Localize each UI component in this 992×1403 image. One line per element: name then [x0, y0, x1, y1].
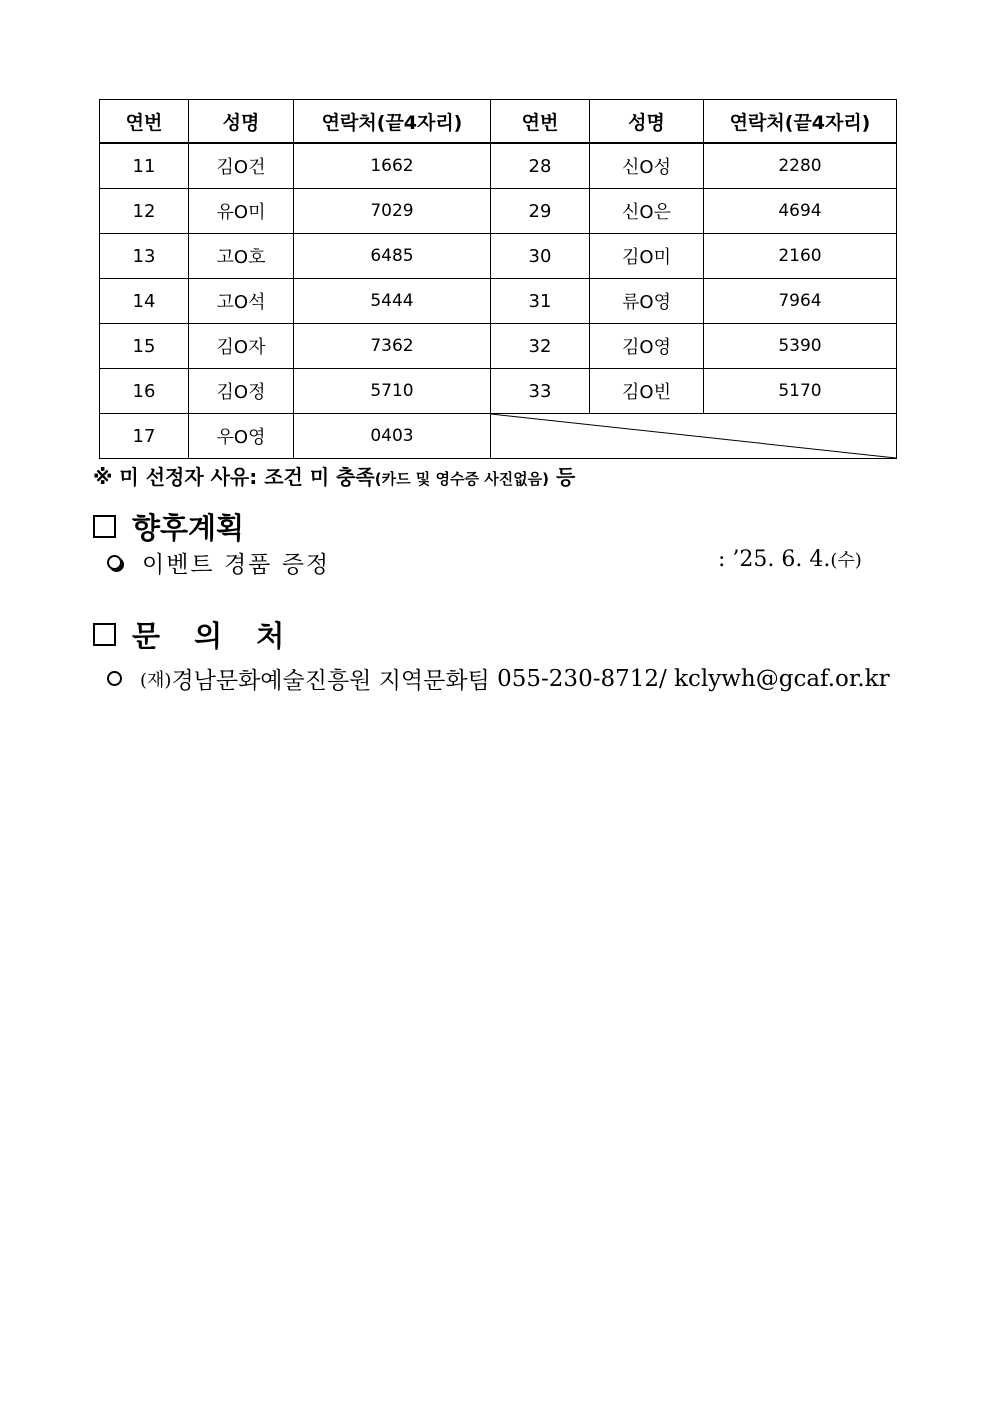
header-no-right: 연번 — [491, 100, 590, 144]
cell-name: 류O영 — [590, 279, 704, 324]
header-phone-right: 연락처(끝4자리) — [704, 100, 897, 144]
cell-phone: 2160 — [704, 234, 897, 279]
cell-name: 고O석 — [189, 279, 294, 324]
contact-paren: (재) — [140, 669, 172, 691]
cell-no: 15 — [100, 324, 189, 369]
cell-no: 33 — [491, 369, 590, 414]
table-row — [100, 324, 897, 369]
cell-no: 31 — [491, 279, 590, 324]
cell-no: 11 — [100, 143, 189, 189]
plan-item — [107, 546, 330, 579]
table-row — [100, 143, 897, 189]
cell-no: 29 — [491, 189, 590, 234]
cell-phone: 5390 — [704, 324, 897, 369]
cell-no: 30 — [491, 234, 590, 279]
shadowed-circle-bullet-icon — [107, 555, 122, 570]
section-future-plan — [93, 506, 244, 547]
plan-date-main: : ’25. 6. 4. — [718, 547, 831, 572]
cell-name: 우O영 — [189, 414, 294, 459]
cell-phone: 7362 — [294, 324, 491, 369]
cell-name: 신O성 — [590, 143, 704, 189]
header-name-left: 성명 — [189, 100, 294, 144]
cell-name: 김O빈 — [590, 369, 704, 414]
contact-org: 경남문화예술진흥원 지역문화팀 — [171, 668, 490, 694]
cell-no: 13 — [100, 234, 189, 279]
plan-date — [718, 546, 862, 572]
cell-name: 김O미 — [590, 234, 704, 279]
winners-table — [99, 99, 897, 459]
non-selection-note — [93, 461, 575, 490]
header-phone-left: 연락처(끝4자리) — [294, 100, 491, 144]
cell-phone: 1662 — [294, 143, 491, 189]
cell-no: 28 — [491, 143, 590, 189]
plan-date-weekday: (수) — [830, 550, 862, 571]
cell-phone: 4694 — [704, 189, 897, 234]
table-row — [100, 189, 897, 234]
section-contact — [93, 614, 296, 655]
note-suffix: 등 — [549, 465, 576, 489]
cell-name: 김O건 — [189, 143, 294, 189]
circle-bullet-icon — [107, 671, 122, 686]
cell-no: 17 — [100, 414, 189, 459]
section-title: 문 의 처 — [132, 619, 297, 653]
checkbox-square-icon — [93, 623, 116, 646]
header-no-left: 연번 — [100, 100, 189, 144]
table-row — [100, 414, 897, 459]
plan-item-text: 이벤트 경품 증정 — [142, 552, 331, 578]
cell-phone: 6485 — [294, 234, 491, 279]
cell-phone: 5444 — [294, 279, 491, 324]
cell-name: 김O자 — [189, 324, 294, 369]
table-row — [100, 279, 897, 324]
contact-phone: 055-230-8712/ — [497, 665, 667, 692]
contact-item — [107, 662, 890, 695]
cell-phone: 2280 — [704, 143, 897, 189]
checkbox-square-icon — [93, 515, 116, 538]
cell-name: 김O정 — [189, 369, 294, 414]
contact-email: kclywh@gcaf.or.kr — [674, 665, 890, 692]
cell-name: 김O영 — [590, 324, 704, 369]
cell-no: 12 — [100, 189, 189, 234]
cell-phone: 5170 — [704, 369, 897, 414]
diagonal-line — [491, 414, 896, 458]
cell-name: 신O은 — [590, 189, 704, 234]
table-header-row — [100, 100, 897, 144]
cell-phone: 0403 — [294, 414, 491, 459]
table-row — [100, 234, 897, 279]
table-row — [100, 369, 897, 414]
cell-phone: 7029 — [294, 189, 491, 234]
cell-phone: 5710 — [294, 369, 491, 414]
header-name-right: 성명 — [590, 100, 704, 144]
cell-no: 32 — [491, 324, 590, 369]
cell-phone: 7964 — [704, 279, 897, 324]
note-main: ※ 미 선정자 사유: 조건 미 충족 — [93, 465, 375, 489]
cell-name: 고O호 — [189, 234, 294, 279]
cell-name: 유O미 — [189, 189, 294, 234]
empty-cell-diagonal — [491, 414, 897, 459]
cell-no: 16 — [100, 369, 189, 414]
note-detail: (카드 및 영수증 사진없음) — [374, 470, 550, 488]
section-title: 향후계획 — [132, 511, 245, 545]
cell-no: 14 — [100, 279, 189, 324]
